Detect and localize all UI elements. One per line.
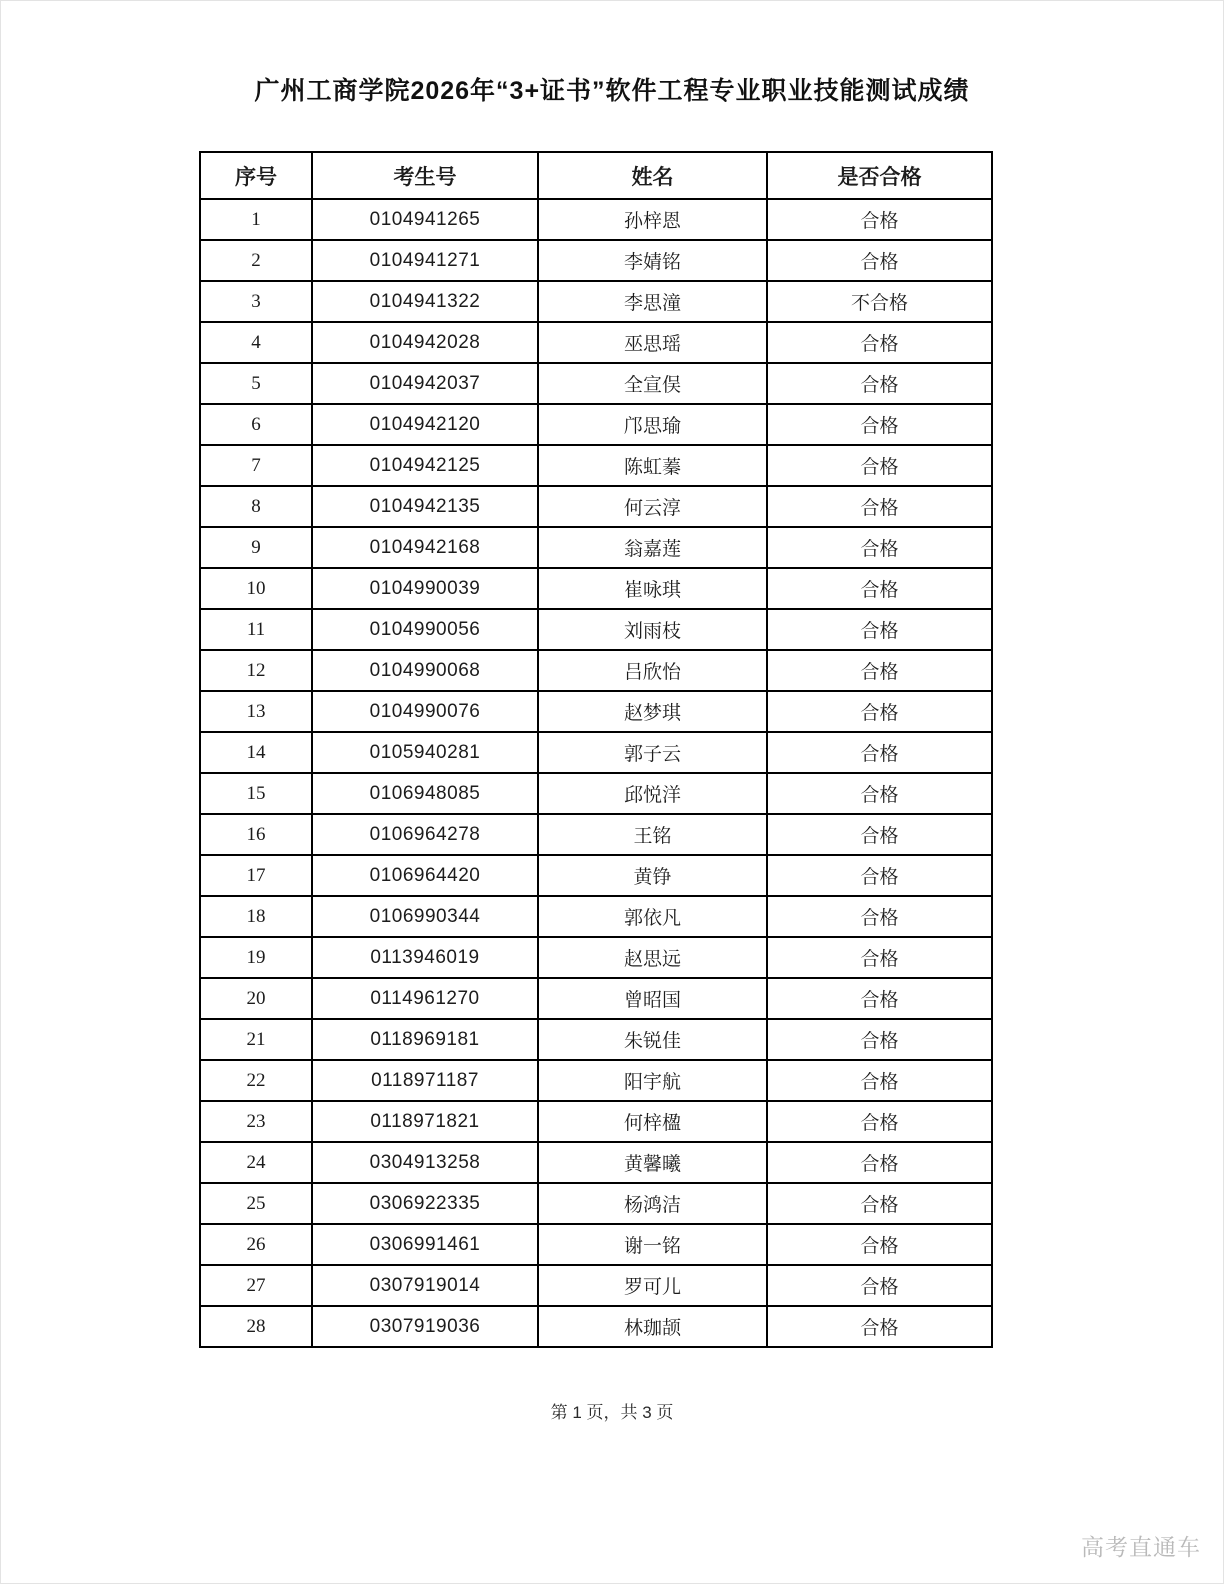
result-cell: 合格 xyxy=(767,732,992,773)
result-cell: 合格 xyxy=(767,1142,992,1183)
candidate-id-cell: 0104990076 xyxy=(312,691,538,732)
row-number-cell: 5 xyxy=(200,363,312,404)
result-cell: 合格 xyxy=(767,855,992,896)
result-cell: 合格 xyxy=(767,1101,992,1142)
result-cell: 合格 xyxy=(767,814,992,855)
table-row xyxy=(200,322,992,363)
row-number-cell: 9 xyxy=(200,527,312,568)
row-number-cell: 17 xyxy=(200,855,312,896)
candidate-id-cell: 0104990068 xyxy=(312,650,538,691)
results-table-body xyxy=(200,199,992,1347)
table-row xyxy=(200,1224,992,1265)
table-row xyxy=(200,363,992,404)
results-table xyxy=(199,151,993,1348)
table-row xyxy=(200,978,992,1019)
candidate-id-cell: 0113946019 xyxy=(312,937,538,978)
result-cell: 合格 xyxy=(767,1224,992,1265)
candidate-id-cell: 0106964278 xyxy=(312,814,538,855)
table-row xyxy=(200,1265,992,1306)
name-cell: 郭依凡 xyxy=(538,896,767,937)
row-number-cell: 24 xyxy=(200,1142,312,1183)
table-row xyxy=(200,896,992,937)
name-cell: 林珈颉 xyxy=(538,1306,767,1347)
name-cell: 何梓楹 xyxy=(538,1101,767,1142)
result-cell: 合格 xyxy=(767,1306,992,1347)
row-number-cell: 1 xyxy=(200,199,312,240)
name-cell: 曾昭国 xyxy=(538,978,767,1019)
name-cell: 朱锐佳 xyxy=(538,1019,767,1060)
candidate-id-cell: 0104942120 xyxy=(312,404,538,445)
name-cell: 吕欣怡 xyxy=(538,650,767,691)
table-row xyxy=(200,937,992,978)
candidate-id-cell: 0106990344 xyxy=(312,896,538,937)
row-number-cell: 18 xyxy=(200,896,312,937)
name-cell: 巫思瑶 xyxy=(538,322,767,363)
table-row xyxy=(200,691,992,732)
header-row xyxy=(200,152,992,199)
name-cell: 杨鸿洁 xyxy=(538,1183,767,1224)
candidate-id-cell: 0104941271 xyxy=(312,240,538,281)
name-cell: 邱悦洋 xyxy=(538,773,767,814)
result-cell: 合格 xyxy=(767,568,992,609)
header-cell-result: 是否合格 xyxy=(767,152,992,199)
candidate-id-cell: 0306922335 xyxy=(312,1183,538,1224)
candidate-id-cell: 0104941322 xyxy=(312,281,538,322)
candidate-id-cell: 0306991461 xyxy=(312,1224,538,1265)
table-row xyxy=(200,855,992,896)
result-cell: 合格 xyxy=(767,527,992,568)
table-row xyxy=(200,404,992,445)
candidate-id-cell: 0118969181 xyxy=(312,1019,538,1060)
result-cell: 合格 xyxy=(767,445,992,486)
result-cell: 合格 xyxy=(767,363,992,404)
candidate-id-cell: 0307919014 xyxy=(312,1265,538,1306)
candidate-id-cell: 0105940281 xyxy=(312,732,538,773)
row-number-cell: 14 xyxy=(200,732,312,773)
name-cell: 李婧铭 xyxy=(538,240,767,281)
name-cell: 刘雨枝 xyxy=(538,609,767,650)
result-cell: 合格 xyxy=(767,1060,992,1101)
result-cell: 合格 xyxy=(767,691,992,732)
table-row xyxy=(200,527,992,568)
table-row xyxy=(200,240,992,281)
row-number-cell: 27 xyxy=(200,1265,312,1306)
name-cell: 翁嘉莲 xyxy=(538,527,767,568)
results-table-header xyxy=(200,152,992,199)
name-cell: 崔咏琪 xyxy=(538,568,767,609)
candidate-id-cell: 0304913258 xyxy=(312,1142,538,1183)
name-cell: 郭子云 xyxy=(538,732,767,773)
header-cell-id: 考生号 xyxy=(312,152,538,199)
row-number-cell: 22 xyxy=(200,1060,312,1101)
name-cell: 赵思远 xyxy=(538,937,767,978)
candidate-id-cell: 0106948085 xyxy=(312,773,538,814)
result-cell: 合格 xyxy=(767,240,992,281)
row-number-cell: 19 xyxy=(200,937,312,978)
row-number-cell: 16 xyxy=(200,814,312,855)
name-cell: 王铭 xyxy=(538,814,767,855)
result-cell: 合格 xyxy=(767,896,992,937)
table-row xyxy=(200,1060,992,1101)
row-number-cell: 6 xyxy=(200,404,312,445)
row-number-cell: 2 xyxy=(200,240,312,281)
name-cell: 陈虹蓁 xyxy=(538,445,767,486)
name-cell: 李思潼 xyxy=(538,281,767,322)
table-row xyxy=(200,1019,992,1060)
table-row xyxy=(200,568,992,609)
name-cell: 黄馨曦 xyxy=(538,1142,767,1183)
row-number-cell: 7 xyxy=(200,445,312,486)
table-row xyxy=(200,609,992,650)
name-cell: 全宣俣 xyxy=(538,363,767,404)
candidate-id-cell: 0104942037 xyxy=(312,363,538,404)
row-number-cell: 23 xyxy=(200,1101,312,1142)
candidate-id-cell: 0104990056 xyxy=(312,609,538,650)
result-cell: 合格 xyxy=(767,486,992,527)
row-number-cell: 10 xyxy=(200,568,312,609)
row-number-cell: 13 xyxy=(200,691,312,732)
row-number-cell: 3 xyxy=(200,281,312,322)
candidate-id-cell: 0104990039 xyxy=(312,568,538,609)
name-cell: 黄铮 xyxy=(538,855,767,896)
result-cell: 合格 xyxy=(767,1019,992,1060)
name-cell: 何云淳 xyxy=(538,486,767,527)
result-cell: 合格 xyxy=(767,650,992,691)
result-cell: 不合格 xyxy=(767,281,992,322)
candidate-id-cell: 0104942125 xyxy=(312,445,538,486)
table-row xyxy=(200,1306,992,1347)
row-number-cell: 20 xyxy=(200,978,312,1019)
row-number-cell: 4 xyxy=(200,322,312,363)
watermark-text: 高考直通车 xyxy=(1081,1534,1201,1560)
table-row xyxy=(200,1142,992,1183)
row-number-cell: 28 xyxy=(200,1306,312,1347)
name-cell: 谢一铭 xyxy=(538,1224,767,1265)
table-row xyxy=(200,1101,992,1142)
header-cell-name: 姓名 xyxy=(538,152,767,199)
result-cell: 合格 xyxy=(767,199,992,240)
table-row xyxy=(200,281,992,322)
table-row xyxy=(200,445,992,486)
row-number-cell: 8 xyxy=(200,486,312,527)
table-row xyxy=(200,1183,992,1224)
table-row xyxy=(200,199,992,240)
result-cell: 合格 xyxy=(767,937,992,978)
row-number-cell: 12 xyxy=(200,650,312,691)
result-cell: 合格 xyxy=(767,404,992,445)
page-number-footer: 第 1 页，共 3 页 xyxy=(550,1403,674,1422)
row-number-cell: 26 xyxy=(200,1224,312,1265)
row-number-cell: 21 xyxy=(200,1019,312,1060)
candidate-id-cell: 0307919036 xyxy=(312,1306,538,1347)
result-cell: 合格 xyxy=(767,1183,992,1224)
candidate-id-cell: 0104942135 xyxy=(312,486,538,527)
candidate-id-cell: 0104941265 xyxy=(312,199,538,240)
table-row xyxy=(200,486,992,527)
table-row xyxy=(200,732,992,773)
result-cell: 合格 xyxy=(767,978,992,1019)
result-cell: 合格 xyxy=(767,609,992,650)
table-row xyxy=(200,773,992,814)
table-row xyxy=(200,814,992,855)
row-number-cell: 11 xyxy=(200,609,312,650)
table-row xyxy=(200,650,992,691)
result-cell: 合格 xyxy=(767,322,992,363)
header-cell-no: 序号 xyxy=(200,152,312,199)
name-cell: 赵梦琪 xyxy=(538,691,767,732)
candidate-id-cell: 0118971821 xyxy=(312,1101,538,1142)
candidate-id-cell: 0118971187 xyxy=(312,1060,538,1101)
name-cell: 罗可儿 xyxy=(538,1265,767,1306)
candidate-id-cell: 0106964420 xyxy=(312,855,538,896)
name-cell: 孙梓恩 xyxy=(538,199,767,240)
row-number-cell: 25 xyxy=(200,1183,312,1224)
name-cell: 阳宇航 xyxy=(538,1060,767,1101)
row-number-cell: 15 xyxy=(200,773,312,814)
name-cell: 邝思瑜 xyxy=(538,404,767,445)
result-cell: 合格 xyxy=(767,1265,992,1306)
result-cell: 合格 xyxy=(767,773,992,814)
candidate-id-cell: 0104942028 xyxy=(312,322,538,363)
page-title: 广州工商学院2026年“3+证书”软件工程专业职业技能测试成绩 xyxy=(254,77,970,105)
candidate-id-cell: 0104942168 xyxy=(312,527,538,568)
candidate-id-cell: 0114961270 xyxy=(312,978,538,1019)
